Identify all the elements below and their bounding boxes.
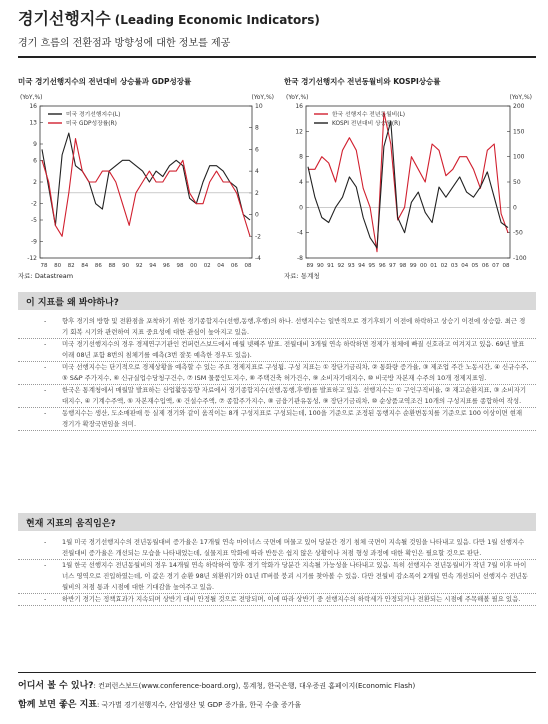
x-tick-label: 78 [40, 263, 48, 269]
x-tick-label: 96 [378, 263, 386, 269]
right-tick-label: 6 [255, 146, 259, 154]
legend-label: KOSPI 전년대비 상승률(R) [332, 121, 401, 127]
left-tick-label: -2 [31, 200, 37, 208]
list-item: - 한국은 통계청에서 매월말 발표하는 산업활동동향 자료에서 경기종합지수(선행,동행,후행)를 발표하고 있음. 선행지수는 ① 구인구직비율, ② 재고순환지표, ③ 소비자기대지수, ④ 기계수주액, ⑤ 자본재수입액, ⑥ 건설수주액, ⑦ 종합주가지수, ⑧ 금융기관유동성, ⑨ 장단기금리차, ⑩ 순상품교역조건 10개의 구성지표를 종합하여 작성. [18, 385, 536, 408]
x-tick-label: 92 [337, 263, 345, 269]
list-item: - 미국 선행지수는 단기적으로 경제상황을 예측할 수 있는 주요 경제지표로 구성됨. 구성 지표는 ① 장단기금리차, ② 통화량 증가율, ③ 제조업 주간 노동시간, ④ 신규수주, ⑤ S&P 주가지수, ⑥ 신규실업수당청구건수, ⑦ ISM 물품인도지수, ⑧ 주택건축 허가건수, ⑨ 소비자기대지수, ⑩ 비국방 자본재 수주의 10개 경제지표임. [18, 362, 536, 385]
x-tick-label: 94 [358, 263, 366, 269]
left-axis-unit: (YoY,%) [286, 94, 309, 101]
left-tick-label: 0 [299, 204, 303, 212]
chart-korea-leading-index [284, 88, 534, 272]
x-tick-label: 06 [481, 263, 489, 269]
left-tick-label: 4 [299, 179, 303, 186]
x-tick-label: 08 [244, 263, 252, 269]
list-item: - 하반기 경기는 정책효과가 지속되며 상반기 대비 안정될 것으로 전망되며, 이에 따라 상반기 중 선행지수의 하락세가 안정되거나 전환되는 시점에 주목해볼 필요 있음. [18, 594, 536, 606]
chart-title-korea: 한국 경기선행지수 전년동월비와 KOSPI상승률 [284, 77, 441, 86]
left-tick-label: -5 [31, 217, 37, 224]
x-tick-label: 02 [440, 263, 448, 269]
left-tick-label: -4 [297, 229, 303, 237]
x-tick-label: 96 [162, 263, 170, 269]
right-tick-label: 8 [255, 124, 259, 132]
right-tick-label: -2 [255, 233, 261, 241]
left-tick-label: 9 [33, 141, 37, 148]
plot-frame [40, 106, 252, 258]
left-tick-label: -12 [27, 255, 37, 262]
list-item: - 미국 경기선행지수의 경우 경제연구기관인 컨퍼런스보드에서 매월 넷째주 발표. 전월대비 3개월 연속 하락하면 경제가 침체에 빠질 신호라고 여겨지고 있음. 69년 발표이래 08년 포함 8번의 침체기를 예측(3번 잘못 예측한 경우도 있음). [18, 339, 536, 362]
right-tick-label: 50 [513, 179, 521, 186]
x-tick-label: 93 [347, 263, 355, 269]
legend-label: 한국 선행지수 전년동월비(L) [332, 112, 406, 118]
x-tick-label: 98 [176, 263, 184, 269]
x-tick-label: 05 [471, 263, 479, 269]
left-tick-label: 6 [33, 157, 37, 165]
list-item: - 동행지수는 생산, 도소매판매 등 실제 경기와 같이 움직이는 8개 구성지표로 구성되는데, 100을 기준으로 조정된 동행지수 순환변동치를 기준으로 100 이상이면 현재 경기가 확장국면임을 의미. [18, 408, 536, 431]
left-tick-label: 2 [33, 179, 37, 186]
left-axis-unit: (YoY,%) [20, 94, 43, 101]
x-tick-label: 99 [409, 263, 417, 269]
chart-us-leading-index [18, 88, 276, 272]
x-tick-label: 08 [502, 263, 510, 269]
right-tick-label: 2 [255, 189, 259, 197]
x-tick-label: 86 [94, 263, 102, 269]
section-heading-current: 현재 지표의 움직임은? [18, 513, 536, 531]
right-tick-label: -100 [513, 255, 527, 262]
x-tick-label: 04 [461, 263, 469, 269]
right-tick-label: 10 [255, 103, 263, 110]
right-tick-label: -4 [255, 255, 261, 262]
page-title-en: (Leading Economic Indicators) [114, 13, 320, 27]
header-divider [18, 56, 536, 58]
legend-label: 미국 경기선행지수(L) [66, 112, 121, 118]
x-tick-label: 82 [67, 263, 75, 269]
left-tick-label: 16 [295, 103, 303, 110]
left-tick-label: -9 [31, 238, 37, 246]
section-heading-why: 이 지표를 왜 봐야하나? [18, 292, 536, 310]
x-tick-label: 03 [450, 263, 458, 269]
left-tick-label: 16 [29, 103, 37, 110]
list-item: - 향후 경기의 방향 및 전환점을 포착하기 위한 경기종합지수(선행,동행,후행)의 하나. 선행지수는 일반적으로 경기후퇴기 이전에 하락하고 상승기 이전에 상승함. 최근 경기 회복 시기와 관련하여 지표 중요성에 대한 관심이 높아지고 있음. [18, 316, 536, 339]
x-tick-label: 94 [149, 263, 157, 269]
x-tick-label: 04 [217, 263, 225, 269]
right-axis-unit: (YoY,%) [509, 94, 532, 101]
x-tick-label: 91 [327, 263, 335, 269]
footer-together: 함께 보면 좋은 지표: 국가별 경기선행지수, 산업생산 및 GDP 증가율, 한국 수출 증가율 [18, 700, 302, 710]
x-tick-label: 01 [430, 263, 438, 269]
x-tick-label: 88 [108, 263, 116, 269]
right-tick-label: 4 [255, 168, 259, 176]
footer-where: 어디서 볼 수 있나?: 컨퍼런스보드(www.conference-board.org), 통계청, 한국은행, 대우증권 홈페이지(Economic Flash) [18, 681, 416, 691]
x-tick-label: 90 [122, 263, 130, 269]
series-line [42, 139, 250, 237]
right-tick-label: -50 [513, 229, 523, 237]
series-line [42, 133, 250, 225]
series-line [308, 112, 508, 251]
left-tick-label: 13 [29, 119, 37, 127]
list-item: - 1월 한국 선행지수 전년동월비의 경우 14개월 연속 하락하여 향후 경기 악화가 당분간 지속될 가능성을 나타내고 있음. 특히 선행지수 전년동월비가 작년 7월 이후 마이너스 영역으로 진입하였는데, 이 값은 경기 순환 98년 외환위기와 01년 IT버블 붕괴 시기를 찾아볼 수 있음. 다만 전월비 감소폭이 2개월 연속 개선되어 선행지수 전년동월비의 저점 통과 시점에 대한 기대감을 높여주고 있음. [18, 560, 536, 594]
right-tick-label: 100 [513, 153, 525, 161]
x-tick-label: 92 [135, 263, 143, 269]
page-title: 경기선행지수 (Leading Economic Indicators) [18, 9, 320, 28]
x-tick-label: 80 [54, 263, 62, 269]
x-tick-label: 00 [419, 263, 427, 269]
right-tick-label: 150 [513, 128, 525, 136]
x-tick-label: 95 [368, 263, 376, 269]
page-subtitle: 경기 흐름의 전환점과 방향성에 대한 정보를 제공 [18, 38, 231, 49]
why-list [18, 316, 536, 431]
right-tick-label: 0 [255, 211, 259, 219]
chart-source-us: 자료: Datastream [18, 272, 74, 280]
left-tick-label: 12 [295, 128, 303, 136]
right-tick-label: 200 [513, 103, 525, 110]
x-tick-label: 00 [190, 263, 198, 269]
left-tick-label: 8 [299, 153, 303, 161]
x-tick-label: 98 [399, 263, 407, 269]
current-list [18, 537, 536, 606]
x-tick-label: 97 [389, 263, 397, 269]
chart-title-us: 미국 경기선행지수의 전년대비 상승률과 GDP성장률 [18, 77, 192, 86]
footer-divider [18, 672, 536, 673]
x-tick-label: 89 [306, 263, 314, 269]
x-tick-label: 07 [492, 263, 500, 269]
right-tick-label: 0 [513, 204, 517, 212]
left-tick-label: -8 [297, 255, 303, 262]
x-tick-label: 90 [316, 263, 324, 269]
list-item: - 1월 미국 경기선행지수의 전년동월대비 증가율은 17개월 연속 마이너스 국면에 머물고 있어 당분간 경기 침체 국면이 지속될 것임을 나타내고 있음. 다만 1월 선행지수 전월대비 증가율은 개선되는 모습을 나타내었는데, 실물지표 악화에 따라 반등은 쉽지 않은 상황이나 저점 형성 과정에 대한 확인은 필요할 것으로 판단. [18, 537, 536, 560]
x-tick-label: 06 [230, 263, 238, 269]
right-axis-unit: (YoY,%) [251, 94, 274, 101]
x-tick-label: 84 [81, 263, 89, 269]
legend-label: 미국 GDP성장률(R) [66, 121, 117, 127]
chart-source-korea: 자료: 통계청 [284, 272, 320, 280]
x-tick-label: 02 [203, 263, 211, 269]
